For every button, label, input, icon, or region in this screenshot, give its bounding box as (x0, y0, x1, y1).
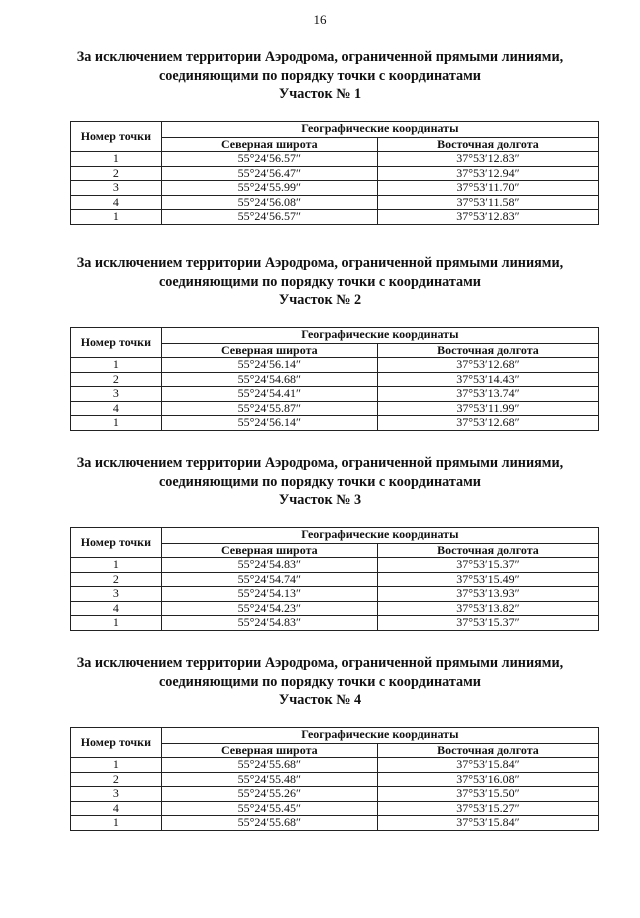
cell-lat: 55°24′56.14″ (161, 358, 377, 373)
cell-lat: 55°24′55.68″ (161, 816, 377, 831)
header-point-number: Номер точки (71, 527, 162, 558)
cell-lat: 55°24′54.83″ (161, 616, 377, 631)
table-row (71, 166, 599, 181)
cell-point: 2 (71, 772, 162, 787)
cell-point: 2 (71, 372, 162, 387)
cell-lon: 37°53′12.68″ (377, 358, 598, 373)
cell-point: 1 (71, 558, 162, 573)
cell-lat: 55°24′54.23″ (161, 601, 377, 616)
header-east-lon: Восточная долгота (377, 743, 598, 758)
table-row (71, 416, 599, 431)
cell-lon: 37°53′15.27″ (377, 801, 598, 816)
header-east-lon: Восточная долгота (377, 137, 598, 152)
cell-point: 3 (71, 181, 162, 196)
cell-lon: 37°53′11.58″ (377, 195, 598, 210)
cell-lat: 55°24′55.48″ (161, 772, 377, 787)
table-row (71, 816, 599, 831)
page-number: 16 (313, 12, 327, 27)
cell-point: 1 (71, 358, 162, 373)
cell-lat: 55°24′54.83″ (161, 558, 377, 573)
heading-line-1: За исключением территории Аэродрома, ограниченной прямыми линиями, (76, 455, 564, 471)
table-row (71, 772, 599, 787)
cell-lat: 55°24′55.99″ (161, 181, 377, 196)
section-plot-4 (0, 654, 640, 831)
cell-lat: 55°24′56.08″ (161, 195, 377, 210)
header-geo-coords: Географические координаты (161, 121, 598, 137)
header-point-number: Номер точки (71, 727, 162, 758)
cell-lon: 37°53′15.84″ (377, 816, 598, 831)
cell-point: 1 (71, 758, 162, 773)
cell-lon: 37°53′12.83″ (377, 210, 598, 225)
cell-lon: 37°53′12.68″ (377, 416, 598, 431)
cell-lon: 37°53′11.99″ (377, 401, 598, 416)
cell-lat: 55°24′55.68″ (161, 758, 377, 773)
cell-lon: 37°53′12.83″ (377, 152, 598, 167)
table-row (71, 758, 599, 773)
cell-point: 2 (71, 572, 162, 587)
heading-line-2: соединяющими по порядку точки с координатами (159, 673, 481, 690)
header-north-lat: Северная широта (161, 543, 377, 558)
cell-lon: 37°53′15.50″ (377, 787, 598, 802)
cell-lat: 55°24′54.41″ (161, 387, 377, 402)
cell-lon: 37°53′13.74″ (377, 387, 598, 402)
cell-point: 1 (71, 416, 162, 431)
cell-lon: 37°53′15.49″ (377, 572, 598, 587)
cell-point: 1 (71, 152, 162, 167)
cell-point: 3 (71, 587, 162, 602)
coordinates-table (70, 327, 599, 431)
coordinates-table (70, 527, 599, 631)
coordinates-table (70, 121, 599, 225)
plot-title: Участок № 4 (278, 692, 362, 708)
table-row (71, 210, 599, 225)
table-row (71, 152, 599, 167)
cell-lat: 55°24′55.26″ (161, 787, 377, 802)
section-heading (40, 254, 600, 310)
cell-lon: 37°53′12.94″ (377, 166, 598, 181)
table-row (71, 616, 599, 631)
cell-point: 4 (71, 401, 162, 416)
cell-point: 4 (71, 801, 162, 816)
cell-lat: 55°24′54.13″ (161, 587, 377, 602)
table-row (71, 372, 599, 387)
cell-lat: 55°24′55.87″ (161, 401, 377, 416)
section-heading (40, 48, 600, 104)
table-row (71, 587, 599, 602)
cell-point: 1 (71, 210, 162, 225)
heading-line-1: За исключением территории Аэродрома, ограниченной прямыми линиями, (76, 255, 564, 271)
table-row (71, 181, 599, 196)
cell-point: 3 (71, 387, 162, 402)
table-row (71, 601, 599, 616)
cell-point: 1 (71, 616, 162, 631)
heading-line-1: За исключением территории Аэродрома, ограниченной прямыми линиями, (76, 49, 564, 65)
table-row (71, 558, 599, 573)
cell-lat: 55°24′56.57″ (161, 152, 377, 167)
header-east-lon: Восточная долгота (377, 343, 598, 358)
table-row (71, 401, 599, 416)
section-plot-3 (0, 454, 640, 631)
cell-point: 2 (71, 166, 162, 181)
table-row (71, 387, 599, 402)
cell-lat: 55°24′55.45″ (161, 801, 377, 816)
table-row (71, 801, 599, 816)
header-geo-coords: Географические координаты (161, 727, 598, 743)
cell-lat: 55°24′56.57″ (161, 210, 377, 225)
header-point-number: Номер точки (71, 327, 162, 358)
table-row (71, 195, 599, 210)
cell-lon: 37°53′13.82″ (377, 601, 598, 616)
cell-lon: 37°53′16.08″ (377, 772, 598, 787)
cell-point: 4 (71, 601, 162, 616)
header-geo-coords: Географические координаты (161, 527, 598, 543)
cell-point: 4 (71, 195, 162, 210)
header-geo-coords: Географические координаты (161, 327, 598, 343)
header-north-lat: Северная широта (161, 343, 377, 358)
cell-lat: 55°24′56.14″ (161, 416, 377, 431)
cell-point: 1 (71, 816, 162, 831)
cell-lon: 37°53′15.37″ (377, 616, 598, 631)
cell-lat: 55°24′56.47″ (161, 166, 377, 181)
table-row (71, 358, 599, 373)
section-heading (40, 654, 600, 710)
header-north-lat: Северная широта (161, 137, 377, 152)
heading-line-1: За исключением территории Аэродрома, ограниченной прямыми линиями, (76, 655, 564, 671)
table-row (71, 572, 599, 587)
cell-lon: 37°53′14.43″ (377, 372, 598, 387)
cell-lon: 37°53′13.93″ (377, 587, 598, 602)
coordinates-table (70, 727, 599, 831)
header-east-lon: Восточная долгота (377, 543, 598, 558)
header-point-number: Номер точки (71, 121, 162, 152)
heading-line-2: соединяющими по порядку точки с координатами (159, 473, 481, 490)
heading-line-2: соединяющими по порядку точки с координатами (159, 67, 481, 84)
cell-lat: 55°24′54.68″ (161, 372, 377, 387)
cell-lon: 37°53′11.70″ (377, 181, 598, 196)
plot-title: Участок № 1 (278, 86, 362, 102)
section-plot-2 (0, 254, 640, 431)
plot-title: Участок № 3 (278, 492, 362, 508)
cell-lat: 55°24′54.74″ (161, 572, 377, 587)
section-heading (40, 454, 600, 510)
cell-lon: 37°53′15.84″ (377, 758, 598, 773)
cell-point: 3 (71, 787, 162, 802)
plot-title: Участок № 2 (278, 292, 362, 308)
heading-line-2: соединяющими по порядку точки с координатами (159, 273, 481, 290)
cell-lon: 37°53′15.37″ (377, 558, 598, 573)
section-plot-1 (0, 48, 640, 225)
header-north-lat: Северная широта (161, 743, 377, 758)
table-row (71, 787, 599, 802)
